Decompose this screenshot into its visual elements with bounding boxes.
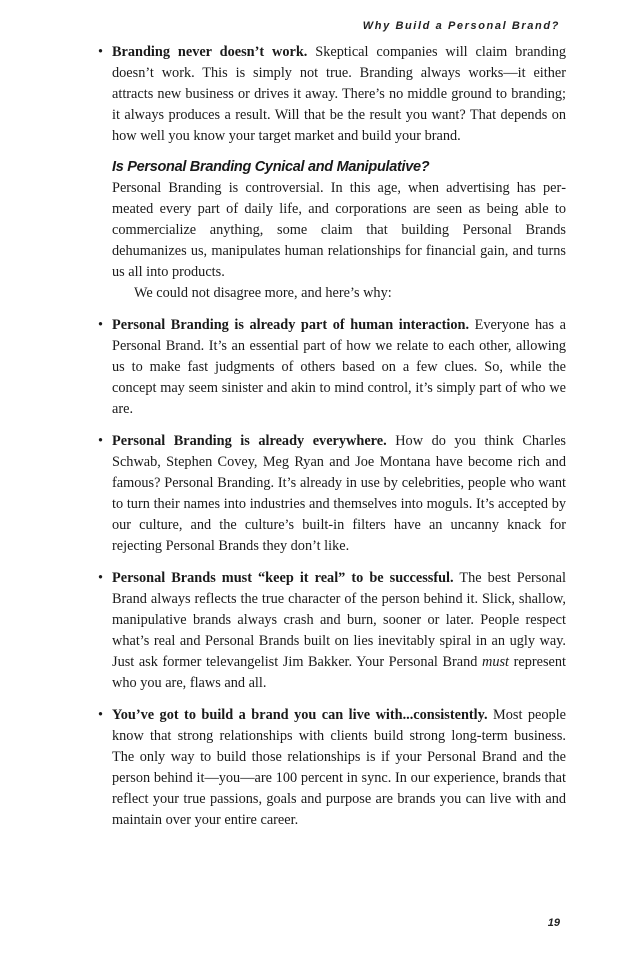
bullet-lead: Branding never doesn’t work. [112,44,308,60]
bullet-consistency [98,705,566,831]
bullet-paragraph [112,315,566,420]
section-body [98,178,566,304]
bullet-dot-icon: • [98,317,104,333]
bullet-text: The best Personal Brand always reflects the true character of the person behind it. Slick, shallow, manipulative brands always crash and burn, sooner or later. People respect what’s real and Personal Brands built on lies inevitably spiral in an ugly way. Just ask former televangelist Jim Bakker. Your Personal Brand [112,570,566,670]
bullet-paragraph [112,705,566,831]
bullet-keep-it-real [98,568,566,694]
section-heading: Is Personal Branding Cynical and Manipulative? [112,159,430,175]
bullet-text: Everyone has a Personal Brand. It’s an essential part of how we relate to each other, allowing us to make fast judgments of others based on a few clues. So, while the concept may seem sinister and akin to mind control, it’s simply part of who we are. [112,317,567,417]
bullet-dot-icon: • [98,44,104,60]
bullet-emphasis: must [482,654,510,670]
running-head: Why Build a Personal Brand? [362,20,560,32]
page-content [98,42,566,842]
bullet-text: How do you think Charles Schwab, Stephen Covey, Meg Ryan and Joe Montana have become rich and famous? Personal Branding. It’s already in use by celebrities, people who want to turn their names into industries and themselves into moguls. It’s accepted by our culture, and the culture’s built-in filters have an uncanny knack for rejecting Personal Brands they don’t like. [112,433,566,554]
bullet-dot-icon: • [98,433,104,449]
bullet-text: Most people know that strong relationships with clients build strong long-term business. The only way to build those relationships is if your Personal Brand and the person behind it—you—are 100 percent in sync. In our experience, brands that reflect your true passions, goals and purpose are brands you can live with and maintain over your entire career. [112,707,566,828]
bullet-branding-works [98,42,566,147]
bullet-paragraph [112,568,566,694]
bullet-human-interaction [98,315,566,420]
bullet-text-end: represent who you are, flaws and all. [112,654,567,691]
bullet-lead: Personal Branding is already everywhere. [112,433,387,449]
bullet-text: Skeptical companies will claim branding doesn’t work. This is simply not true. Branding always works—it either attracts new business or drives it away. There’s no middle ground to branding; it always produces a result. Will that be the result you want? That depends on how well you know your target market and build your brand. [112,44,567,144]
bullet-paragraph [112,42,566,147]
page-number: 19 [547,917,560,929]
bullet-everywhere [98,431,566,557]
bullet-paragraph [112,431,566,557]
bullet-lead: Personal Branding is already part of human interaction. [112,317,470,333]
bullet-lead: You’ve got to build a brand you can live with...consistently. [112,707,488,723]
bullet-lead: Personal Brands must “keep it real” to be successful. [112,570,454,586]
bullet-dot-icon: • [98,707,104,723]
section-paragraph-indented: We could not disagree more, and here’s why: [134,285,392,301]
section-paragraph: Personal Branding is controversial. In this age, when advertising has permeated every part of daily life, and corporations are seen as being able to commercialize anything, some claim that building Personal Brands dehumanizes us, manipulates human relationships for financial gain, and turns us all into products. [112,180,566,280]
bullet-dot-icon: • [98,570,104,586]
